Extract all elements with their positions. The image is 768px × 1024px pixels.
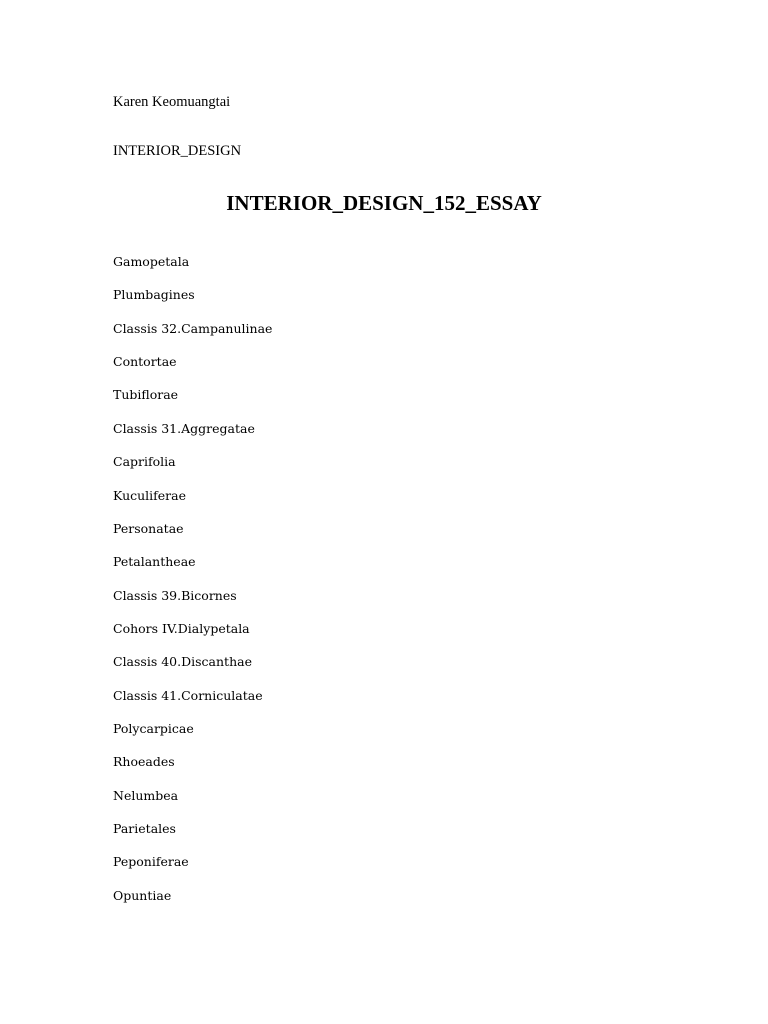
term-list	[113, 253, 272, 920]
list-item: Gamopetala	[113, 254, 190, 269]
list-item: Tubiflorae	[113, 387, 179, 403]
list-item: Plumbagines	[113, 287, 195, 303]
list-item: Polycarpicae	[113, 721, 194, 737]
list-item: Petalantheae	[113, 554, 196, 570]
list-item: Personatae	[113, 520, 184, 536]
list-item: Classis 41.Corniculatae	[113, 687, 263, 703]
list-item: Classis 32.Campanulinae	[113, 320, 273, 336]
list-item: Caprifolia	[113, 454, 176, 470]
author-name: Karen Keomuangtai	[113, 94, 231, 110]
list-item: Nelumbea	[113, 787, 179, 803]
list-item: Cohors IV.Dialypetala	[113, 620, 250, 636]
list-item: Rhoeades	[113, 754, 175, 770]
list-item: Classis 31.Aggregatae	[113, 420, 255, 436]
list-item: Classis 40.Discanthae	[113, 654, 252, 670]
list-item: Opuntiae	[113, 887, 172, 903]
list-item: Classis 39.Bicornes	[113, 587, 237, 603]
document-title: INTERIOR_DESIGN_152_ESSAY	[226, 191, 542, 215]
list-item: Kuculiferae	[113, 487, 187, 503]
course-name: INTERIOR_DESIGN	[113, 143, 242, 159]
list-item: Parietales	[113, 821, 176, 837]
list-item: Contortae	[113, 354, 177, 370]
list-item: Peponiferae	[113, 854, 189, 870]
